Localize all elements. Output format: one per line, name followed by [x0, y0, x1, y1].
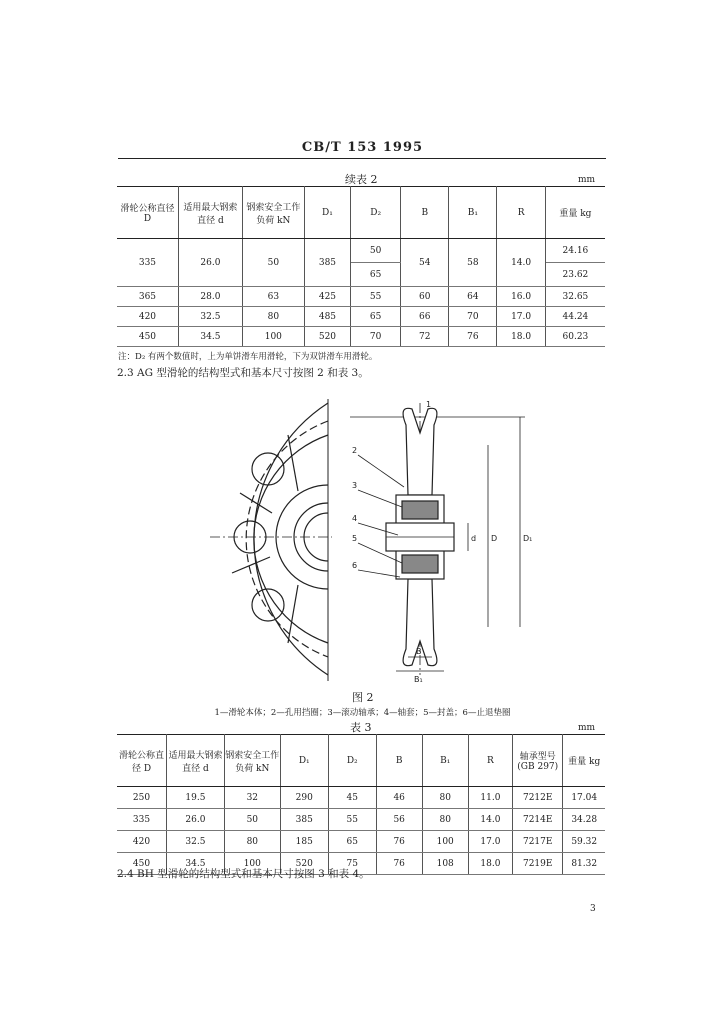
fig-label-1: 1 [426, 400, 432, 409]
table3-cell: 11.0 [468, 787, 512, 809]
table2-col-header: B [401, 187, 449, 239]
table2-header-row [117, 187, 605, 239]
table3-cell: 59.32 [563, 831, 605, 853]
table3-col-header: R [468, 735, 512, 787]
table3-cell: 76 [376, 831, 422, 853]
table2-cell: 420 [117, 307, 178, 327]
table3-cell: 34.5 [167, 853, 225, 875]
table-row [117, 307, 605, 327]
table3-cell: 56 [376, 809, 422, 831]
table-row [117, 787, 605, 809]
table-row [117, 287, 605, 307]
table2-cell: 65 [351, 307, 401, 327]
table3-col-header: 轴承型号 (GB 297) [513, 735, 563, 787]
fig-dim-B: B [416, 647, 422, 656]
table3-cell: 17.0 [468, 831, 512, 853]
fig-dim-d: d [471, 534, 477, 543]
table3-col-header: 适用最大钢索直径 d [167, 735, 225, 787]
table3-unit: mm [578, 723, 596, 733]
table2-cell: 70 [351, 327, 401, 347]
table3-cell: 65 [328, 831, 376, 853]
table3-col-header: D₁ [280, 735, 328, 787]
leader-line [358, 490, 402, 507]
table2-cell: 425 [304, 287, 350, 307]
spoke [232, 557, 270, 573]
table2-cell: 65 [351, 263, 401, 287]
table3-cell: 520 [280, 853, 328, 875]
table2-cell: 28.0 [178, 287, 242, 307]
table2-cell: 54 [401, 239, 449, 287]
table3-cell: 185 [280, 831, 328, 853]
table3-cell: 55 [328, 809, 376, 831]
table3-cell: 250 [117, 787, 167, 809]
table3-cell: 17.04 [563, 787, 605, 809]
table3-cell: 50 [224, 809, 280, 831]
section-2-3: 2.3 AG 型滑轮的结构型式和基本尺寸按图 2 和表 3。 [117, 367, 369, 379]
table3-col-header: 滑轮公称直径 D [117, 735, 167, 787]
table2-cell: 44.24 [545, 307, 605, 327]
table2-col-header: R [497, 187, 545, 239]
table2-cell: 32.65 [545, 287, 605, 307]
table3-cell: 100 [422, 831, 468, 853]
table2-cell: 14.0 [497, 239, 545, 287]
table3-cell: 108 [422, 853, 468, 875]
table2-cell: 50 [242, 239, 304, 287]
table2-cell: 76 [449, 327, 497, 347]
table2-col-header: 钢索安全工作负荷 kN [242, 187, 304, 239]
table2-col-header: 滑轮公称直径 D [117, 187, 178, 239]
table3-cell: 80 [422, 787, 468, 809]
table2-note: 注：D₂ 有两个数值时，上为单饼滑车用滑轮，下为双饼滑车用滑轮。 [118, 352, 378, 362]
header-rule [118, 158, 606, 159]
table2-cell: 17.0 [497, 307, 545, 327]
table2-cell: 335 [117, 239, 178, 287]
table2-cell: 63 [242, 287, 304, 307]
table3-cell: 7212E [513, 787, 563, 809]
table2-cell: 365 [117, 287, 178, 307]
table2-cell: 64 [449, 287, 497, 307]
table2-cell: 32.5 [178, 307, 242, 327]
table2-cell: 26.0 [178, 239, 242, 287]
table2-cell: 60.23 [545, 327, 605, 347]
figure2-drawing [170, 395, 590, 685]
table3-cell: 335 [117, 809, 167, 831]
table-row [117, 831, 605, 853]
table2-cell: 385 [304, 239, 350, 287]
table2-cell: 485 [304, 307, 350, 327]
table3-cell: 75 [328, 853, 376, 875]
table2 [117, 186, 605, 347]
table3-col-header: 钢索安全工作负荷 kN [224, 735, 280, 787]
bearing-upper [402, 501, 438, 519]
table3 [117, 734, 605, 875]
page-number: 3 [590, 904, 596, 914]
table2-cell: 80 [242, 307, 304, 327]
table2-caption: 续表 2 [345, 173, 378, 186]
table3-cell: 100 [224, 853, 280, 875]
table3-cell: 46 [376, 787, 422, 809]
fig-dim-D1: D₁ [523, 534, 533, 543]
table3-cell: 32 [224, 787, 280, 809]
table2-cell: 16.0 [497, 287, 545, 307]
table2-col-header: B₁ [449, 187, 497, 239]
table3-col-header: B [376, 735, 422, 787]
table2-cell: 60 [401, 287, 449, 307]
table2-cell: 18.0 [497, 327, 545, 347]
table2-col-header: 适用最大钢索直径 d [178, 187, 242, 239]
fig-callout: 4 [352, 514, 358, 523]
fig-callout: 2 [352, 446, 358, 455]
table2-cell: 55 [351, 287, 401, 307]
table2-cell: 58 [449, 239, 497, 287]
table3-col-header: B₁ [422, 735, 468, 787]
table3-cell: 385 [280, 809, 328, 831]
table2-col-header: D₁ [304, 187, 350, 239]
fig-callout: 3 [352, 481, 358, 490]
table2-cell: 72 [401, 327, 449, 347]
table3-cell: 80 [224, 831, 280, 853]
table-row [117, 327, 605, 347]
figure2-legend: 1—滑轮本体；2—孔用挡圈；3—滚动轴承；4—轴套；5—封盖；6—止退垫圈 [214, 708, 511, 718]
fig-dim-B1: B₁ [414, 675, 423, 684]
table3-cell: 45 [328, 787, 376, 809]
table2-cell: 450 [117, 327, 178, 347]
table-row [117, 239, 605, 263]
pulley-rim-inner [254, 435, 328, 643]
table3-col-header: D₂ [328, 735, 376, 787]
table3-cell: 420 [117, 831, 167, 853]
table3-cell: 290 [280, 787, 328, 809]
table3-cell: 18.0 [468, 853, 512, 875]
table3-cell: 34.28 [563, 809, 605, 831]
table3-cell: 14.0 [468, 809, 512, 831]
table3-cell: 80 [422, 809, 468, 831]
table3-cell: 7219E [513, 853, 563, 875]
table3-cell: 19.5 [167, 787, 225, 809]
table2-cell: 66 [401, 307, 449, 327]
table3-col-header: 重量 kg [563, 735, 605, 787]
bearing-lower [402, 555, 438, 573]
table-row [117, 809, 605, 831]
leader-line [358, 455, 404, 487]
leader-line [358, 570, 400, 577]
table2-cell: 24.16 [545, 239, 605, 263]
fig-callout: 6 [352, 561, 358, 570]
table3-cell: 81.32 [563, 853, 605, 875]
table2-cell: 50 [351, 239, 401, 263]
fig-callout: 5 [352, 534, 358, 543]
table3-cell: 450 [117, 853, 167, 875]
table2-cell: 23.62 [545, 263, 605, 287]
table3-caption: 表 3 [350, 721, 372, 734]
spoke [288, 435, 298, 491]
table2-cell: 100 [242, 327, 304, 347]
table3-cell: 32.5 [167, 831, 225, 853]
spoke [288, 585, 298, 643]
table3-cell: 7217E [513, 831, 563, 853]
section-2-4: 2.4 BH 型滑轮的结构型式和基本尺寸按图 3 和表 4。 [117, 868, 370, 880]
table2-cell: 520 [304, 327, 350, 347]
table2-col-header: 重量 kg [545, 187, 605, 239]
pulley-rim-outer [254, 403, 328, 675]
table2-unit: mm [578, 175, 596, 185]
standard-header: CB/T 153 1995 [301, 140, 424, 155]
table2-col-header: D₂ [351, 187, 401, 239]
table3-cell: 7214E [513, 809, 563, 831]
table3-header-row [117, 735, 605, 787]
fig-dim-D: D [491, 534, 498, 543]
table2-cell: 34.5 [178, 327, 242, 347]
table3-cell: 26.0 [167, 809, 225, 831]
figure2-title: 图 2 [352, 691, 374, 704]
table2-cell: 70 [449, 307, 497, 327]
table3-cell: 76 [376, 853, 422, 875]
